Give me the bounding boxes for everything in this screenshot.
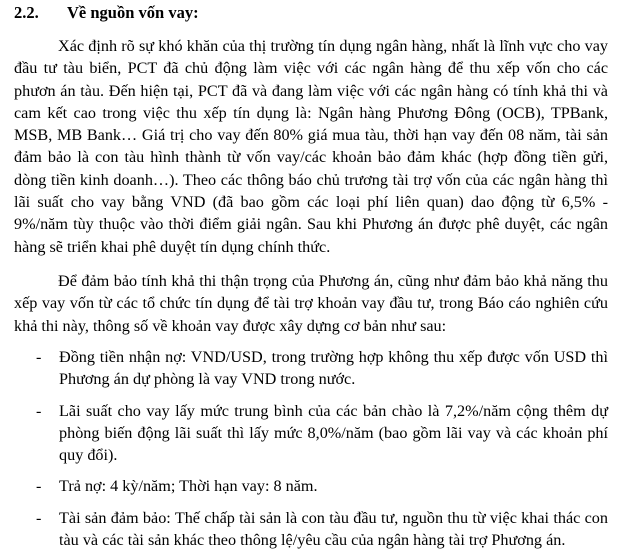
list-item-currency — [14, 346, 608, 391]
list-item-collateral — [14, 507, 608, 552]
bullet-marker: - — [36, 477, 42, 496]
section-title: Về nguồn vốn vay: — [67, 3, 199, 22]
bullet-marker: - — [36, 348, 42, 366]
loan-parameters-list — [14, 346, 608, 560]
paragraph-loan-parameters-intro: Để đảm bảo tính khả thi thận trọng của Phương án, cũng như đảm bảo khả năng thu xếp vay vốn từ các tổ chức tín dụng để tài trợ khoản vay đầu tư, trong Báo cáo nghiên cứu khả thi này, thông số về khoản vay được xây dựng cơ bản như sau: — [14, 272, 608, 335]
bullet-marker: - — [36, 401, 42, 420]
list-item-text: Trả nợ: 4 kỳ/năm; Thời hạn vay: 8 năm. — [59, 477, 318, 496]
paragraph-loan-sources: Xác định rõ sự khó khăn của thị trường tín dụng ngân hàng, nhất là lĩnh vực cho vay đầu tư tàu biển, PCT đã chủ động làm việc với các ngân hàng để thu xếp vốn cho các phươn án tàu. Đến hiện tại, PCT đã và đang làm việc với các ngân hàng có tính khả thi và cam kết cao trong việc thu xếp tín dụng là: Ngân hàng Phương Đông (OCB), TPBank, MSB, MB Bank… Giá trị cho vay đến 80% giá mua tàu, thời hạn vay đến 08 năm, tài sản đảm bảo là con tàu hình thành từ vốn vay/các khoản bảo đảm khác (hợp đồng tiền gửi, dòng tiền kinh doanh…). Theo các thông báo chủ trương tài trợ vốn của các ngân hàng thì lãi suất cho vay bằng VND (đã bao gồm các loại phí liên quan) dao động từ 6,5% - 9%/năm tùy thuộc vào thời điểm giải ngân. Sau khi Phương án được phê duyệt, các ngân hàng sẽ triển khai phê duyệt tín dụng chính thức. — [14, 37, 608, 256]
bullet-marker: - — [36, 508, 42, 527]
list-item-interest-rate — [14, 400, 608, 467]
section-number: 2.2. — [14, 3, 39, 22]
list-item-text: Tài sản đảm bảo: Thế chấp tài sản là con tàu đầu tư, nguồn thu từ việc khai thác con tàu và các tài sản khác theo thông lệ/yêu cầu của ngân hàng tài trợ Phương án. — [59, 508, 608, 550]
list-item-text: Đồng tiền nhận nợ: VND/USD, trong trường hợp không thu xếp được vốn USD thì Phương án dự phòng là vay VND trong nước. — [59, 348, 608, 389]
section-heading — [14, 3, 199, 23]
list-item-text: Lãi suất cho vay lấy mức trung bình của các bản chào là 7,2%/năm cộng thêm dự phòng biến động lãi suất thì lấy mức 8,0%/năm (bao gồm lãi vay và các khoản phí quy đổi). — [59, 401, 608, 465]
list-item-repayment — [14, 475, 608, 497]
